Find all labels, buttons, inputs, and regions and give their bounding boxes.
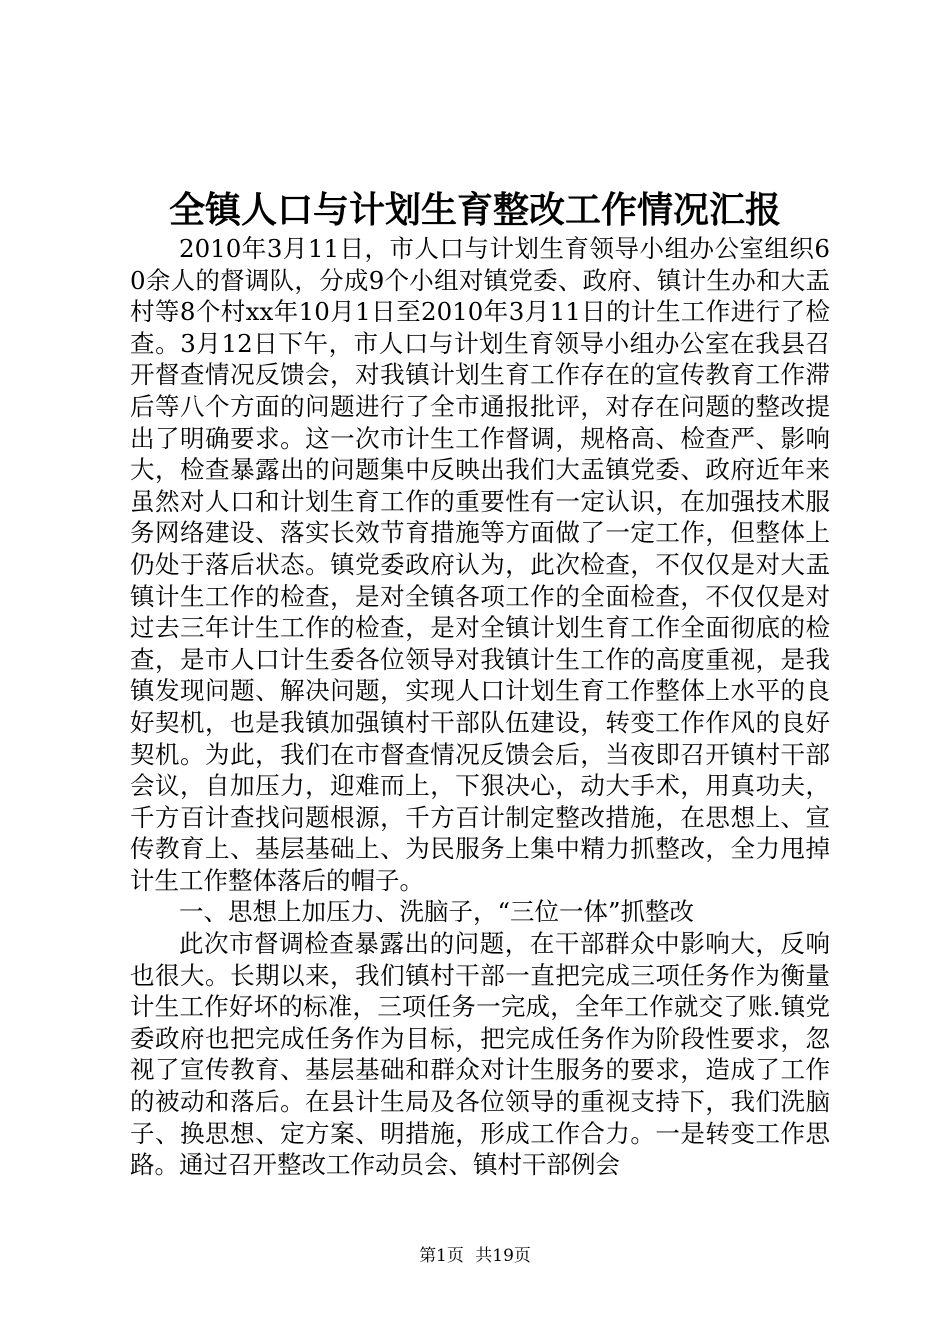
page-total: 共19页 bbox=[475, 1246, 531, 1266]
document-title: 全镇人口与计划生育整改工作情况汇报 bbox=[168, 189, 781, 231]
page-number: 第1页 bbox=[419, 1246, 464, 1266]
paragraph-intro: 2010年3月11日，市人口与计划生育领导小组办公室组织60余人的督调队，分成9个小组对镇党委、政府、镇计生办和大盂村等8个村xx年10月1日至2010年3月11日的计生工作进行了检查。3月12日下午，市人口与计划生育领导小组办公室在我县召开督查情况反馈会，对我镇计划生育工作存在的宣传教育工作滞后等八个方面的问题进行了全市通报批评，对存在问题的整改提出了明确要求。这一次市计生工作督调，规格高、检查严、影响大，检查暴露出的问题集中反映出我们大盂镇党委、政府近年来虽然对人口和计划生育工作的重要性有一定认识，在加强技术服务网络建设、落实长效节育措施等方面做了一定工作，但整体上仍处于落后状态。镇党委政府认为，此次检查，不仅仅是对大盂镇计生工作的检查，是对全镇各项工作的全面检查，不仅仅是对过去三年计生工作的检查，是对全镇计划生育工作全面彻底的检查，是市人口计生委各位领导对我镇计生工作的高度重视，是我镇发现问题、解决问题，实现人口计划生育工作整体上水平的良好契机，也是我镇加强镇村干部队伍建设，转变工作作风的良好契机。为此，我们在市督查情况反馈会后，当夜即召开镇村干部会议，自加压力，迎难而上，下狠决心，动大手术，用真功夫，千方百计查找问题根源，千方百计制定整改措施，在思想上、宣传教育上、基层基础上、为民服务上集中精力抓整改，全力甩掉计生工作整体落后的帽子。 bbox=[130, 234, 830, 895]
paragraph-section-one: 此次市督调检查暴露出的问题，在干部群众中影响大，反响也很大。长期以来，我们镇村干部一直把完成三项任务作为衡量计生工作好坏的标准，三项任务一完成，全年工作就交了账.镇党委政府也把完成任务作为目标，把完成任务作为阶段性要求，忽视了宣传教育、基层基础和群众对计生服务的要求，造成了工作的被动和落后。在县计生局及各位领导的重视支持下，我们洗脑子、换思想、定方案、明措施，形成工作合力。一是转变工作思路。通过召开整改工作动员会、镇村干部例会 bbox=[130, 929, 830, 1180]
document-body bbox=[130, 233, 830, 1181]
page-footer bbox=[0, 1244, 950, 1268]
section-heading: 一、思想上加压力、洗脑子，“三位一体”抓整改 bbox=[179, 897, 695, 927]
